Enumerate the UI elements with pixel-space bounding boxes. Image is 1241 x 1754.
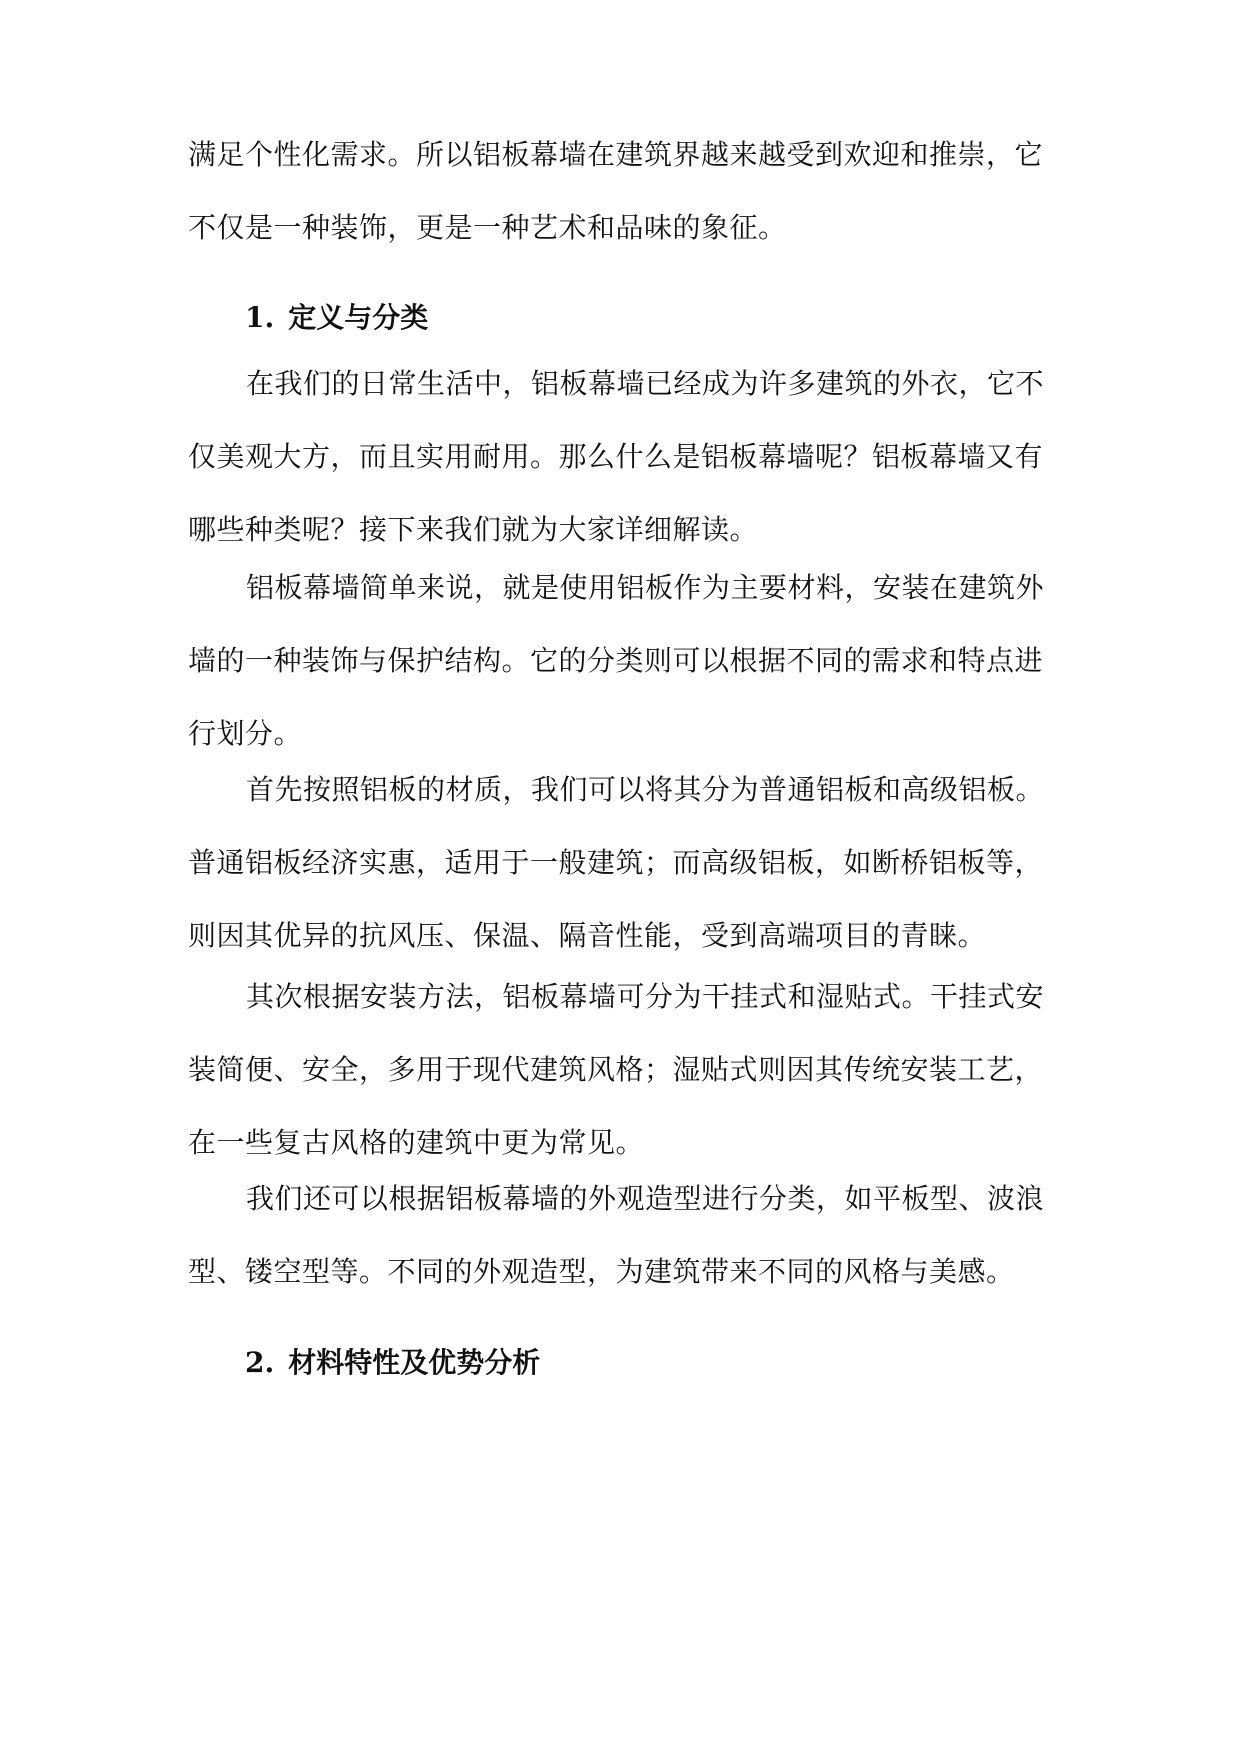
section-number: 1.	[245, 301, 275, 334]
paragraph: 其次根据安装方法，铝板幕墙可分为干挂式和湿贴式。干挂式安装简便、安全，多用于现代建筑风格；湿贴式则因其传统安装工艺，在一些复古风格的建筑中更为常见。	[188, 980, 1045, 1159]
section-heading-2	[245, 1343, 540, 1383]
section-heading-1	[245, 298, 428, 338]
section-title: 材料特性及优势分析	[288, 1346, 541, 1379]
paragraph: 在我们的日常生活中，铝板幕墙已经成为许多建筑的外衣，它不仅美观大方，而且实用耐用。那么什么是铝板幕墙呢？铝板幕墙又有哪些种类呢？接下来我们就为大家详细解读。	[188, 367, 1045, 546]
section-number: 2.	[245, 1346, 275, 1379]
paragraph: 我们还可以根据铝板幕墙的外观造型进行分类，如平板型、波浪型、镂空型等。不同的外观造型，为建筑带来不同的风格与美感。	[188, 1182, 1045, 1288]
section-title: 定义与分类	[288, 301, 429, 334]
paragraph: 首先按照铝板的材质，我们可以将其分为普通铝板和高级铝板。普通铝板经济实惠，适用于一般建筑；而高级铝板，如断桥铝板等，则因其优异的抗风压、保温、隔音性能，受到高端项目的青睐。	[188, 773, 1045, 952]
paragraph: 铝板幕墙简单来说，就是使用铝板作为主要材料，安装在建筑外墙的一种装饰与保护结构。它的分类则可以根据不同的需求和特点进行划分。	[188, 571, 1045, 750]
intro-paragraph: 满足个性化需求。所以铝板幕墙在建筑界越来越受到欢迎和推崇，它不仅是一种装饰，更是一种艺术和品味的象征。	[188, 138, 1044, 244]
